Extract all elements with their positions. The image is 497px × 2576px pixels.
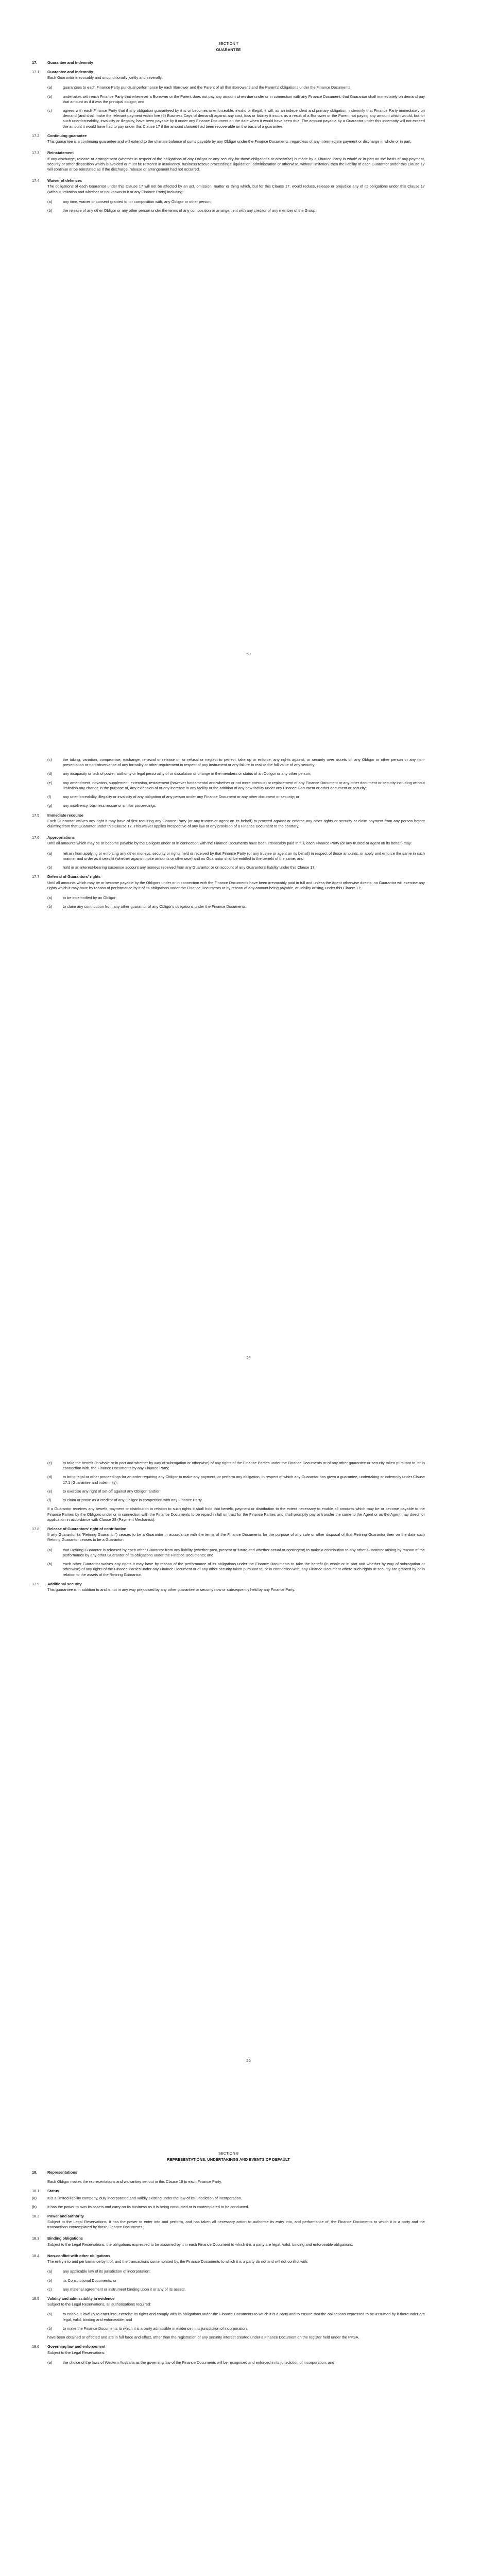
clause-heading: Continuing guarantee	[47, 133, 87, 138]
clause-17-1	[32, 70, 425, 82]
list-item	[47, 904, 425, 909]
list-item	[47, 208, 425, 213]
document-page-54	[0, 703, 497, 1406]
list-item	[47, 1548, 425, 1558]
clause-number: 17.1	[32, 69, 40, 74]
clause-18-heading	[32, 2170, 425, 2175]
clause-text: If any Guarantor (a "Retiring Guarantor") ceases to be a Guarantor in accordance with the terms of the Finance Documents for the purpose of any sale or other disposal of that Retiring Guarantor then on the date such Retiring Guarantor ceases to be a Guarantor:	[47, 1532, 425, 1543]
item-label: (a)	[47, 85, 53, 90]
list-item	[47, 108, 425, 129]
item-label: (b)	[47, 2278, 53, 2283]
item-text: to make the Finance Documents to which it is a party admissible in evidence in its jurisdiction of incorporation,	[63, 2326, 248, 2331]
list-item	[47, 85, 425, 90]
item-label: (d)	[47, 771, 53, 776]
clause-text: Subject to the Legal Reservations, all authorisations required:	[47, 2302, 151, 2307]
clause-heading: Power and authority	[47, 2213, 84, 2218]
clause-18-3	[32, 2236, 425, 2249]
item-label: (a)	[47, 851, 53, 856]
clause-heading: Reinstatement	[47, 150, 74, 156]
list-item	[47, 94, 425, 105]
item-text: any incapacity or lack of power, authority or legal personality of or dissolution or change in the members or status of an Obligor or any other person;	[63, 771, 311, 776]
clause-text: Each Guarantor waives any right it may have of first requiring any Finance Party (or any trustee or agent on its behalf) to proceed against or enforce any other rights or security or claim payment from any person before claiming from that Guarantor under this Clause 17. This waiver applies irrespective of any law or any provision of a Finance Document to the contrary.	[47, 818, 425, 828]
list-item	[47, 803, 425, 808]
item-text: any time, waiver or consent granted to, or composition with, any Obligor or other person;	[63, 199, 212, 204]
clause-text: Subject to the Legal Reservations, the obligations expressed to be assumed by it in each Finance Document to which it is a party are legal, valid, binding and enforceable obligations.	[47, 2242, 353, 2247]
item-text: to claim any contribution from any other guarantor of any Obligor's obligations under the Finance Documents;	[63, 904, 247, 909]
clause-17-2	[32, 133, 425, 146]
clause-number: 17.	[32, 60, 38, 65]
list-item	[47, 1461, 425, 1471]
item-text: to exercise any right of set-off against any Obligor; and/or	[63, 1488, 160, 1494]
item-label: (b)	[47, 208, 53, 213]
list-item	[47, 2287, 425, 2292]
list-item	[47, 2269, 425, 2274]
clause-number: 17.7	[32, 874, 40, 879]
clause-heading: Additional security	[47, 1581, 82, 1586]
clause-heading: Non-conflict with other obligations	[47, 2253, 110, 2258]
clause-number: 17.4	[32, 178, 40, 183]
clause-number: 17.9	[32, 1581, 40, 1586]
clause-number: 18.	[32, 2170, 38, 2175]
clause-text: Until all amounts which may be or become payable by the Obligors under or in connection with the Finance Documents have been irrevocably paid in full and unless the Agent otherwise directs, no Guarantor will exercise any rights which it may have by reason of performance by it of its obligations under the Finance Documents or by reason of any amount being payable, or liability arising, under this Clause 17:	[47, 880, 425, 890]
list-item	[47, 2278, 425, 2283]
clause-18-4	[32, 2253, 425, 2266]
item-label: (e)	[47, 1488, 53, 1494]
list-item	[47, 865, 425, 870]
item-text: the release of any other Obligor or any other person under the terms of any composition or arrangement with any creditor of any member of the Group;	[63, 208, 317, 213]
clause-heading: Guarantee and indemnity	[47, 69, 93, 74]
clause-17-6	[32, 835, 425, 848]
item-label: (c)	[47, 2286, 52, 2292]
clause-number: 17.5	[32, 812, 40, 818]
clause-heading: Immediate recourse	[47, 812, 83, 818]
item-label: (b)	[47, 1562, 53, 1567]
item-label: (g)	[47, 803, 53, 808]
item-text: refrain from applying or enforcing any other moneys, security or rights held or received by that Finance Party (or any trustee or agent on its behalf) in respect of those amounts, or apply and enforce the same in such manner and order as it sees fit (whether against those amounts or otherwise) and no Guarantor shall be entitled to the benefit of the same; and	[63, 851, 425, 861]
clause-17-7	[32, 874, 425, 893]
list-item	[32, 2196, 425, 2201]
item-text: the taking, variation, compromise, exchange, renewal or release of, or refusal or neglect to perfect, take up or enforce, any rights against, or security over assets of, any Obligor or other person or any non-presentation or non-observance of any formality or other requirement in respect of any instrument or any failure to realise the full value of any security;	[63, 757, 425, 768]
section-number: SECTION 8	[218, 2151, 238, 2156]
item-label: (a)	[47, 2360, 53, 2365]
item-label: (a)	[47, 895, 53, 900]
item-label: (f)	[47, 794, 51, 800]
list-item	[47, 2326, 425, 2331]
clause-17-9	[32, 1582, 425, 1595]
section-title: GUARANTEE	[216, 47, 241, 53]
clause-text: Each Obligor makes the representations and warranties set out in this Clause 18 to each Finance Party.	[47, 2179, 222, 2184]
clause-18-6	[32, 2344, 425, 2357]
clause-number: 17.2	[32, 133, 40, 138]
item-text: It is a limited liability company, duly incorporated and validly existing under the law of its jurisdiction of incorporation.	[47, 2196, 242, 2201]
item-text: undertakes with each Finance Party that whenever a Borrower or the Parent does not pay any amount when due under or in connection with any Finance Document, that Guarantor shall immediately on demand pay that amount as if it was the principal obligor; and	[63, 94, 425, 104]
item-text: any material agreement or instrument binding upon it or any of its assets.	[63, 2286, 186, 2292]
clause-heading: Representations	[47, 2170, 77, 2175]
item-label: (e)	[47, 780, 53, 785]
clause-number: 18.1	[32, 2189, 40, 2194]
clause-18-1	[32, 2189, 425, 2194]
list-item	[47, 1489, 425, 1494]
item-label: (b)	[47, 904, 53, 909]
clause-18-5	[32, 2296, 425, 2309]
clause-text: The obligations of each Guarantor under this Clause 17 will not be affected by an act, omission, matter or thing which, but for this Clause 17, would reduce, release or prejudice any of its obligations under this Clause 17 (without limitation and whether or not known to it or any Finance Party) including:	[47, 184, 425, 194]
item-text: the choice of the laws of Western Australia as the governing law of the Finance Documents will be recognised and enforced in its jurisdiction of incorporation; and	[63, 2360, 334, 2365]
section-number: SECTION 7	[218, 41, 238, 46]
clause-17-8	[32, 1527, 425, 1545]
item-label: (a)	[47, 2269, 53, 2274]
clause-number: 17.8	[32, 1526, 40, 1531]
list-item	[47, 1498, 425, 1503]
clause-number: 17.3	[32, 150, 40, 156]
clause-text: This guarantee is a continuing guarantee and will extend to the ultimate balance of sums payable by any Obligor under the Finance Documents, regardless of any intermediate payment or discharge in whole or in part.	[47, 139, 412, 144]
page-number: 54	[246, 1354, 251, 1360]
item-text: that Retiring Guarantor is released by each other Guarantor from any liability (whether past, present or future and whether actual or contingent) to make a contribution to any other Guarantor arising by reason of the performance by any other Guarantor of its obligations under the Finance Documents; and	[63, 1547, 425, 1557]
clause-text: If any discharge, release or arrangement (whether in respect of the obligations of any Obligor or any security for those obligations or otherwise) is made by a Finance Party in whole or in part on the basis of any payment, security or other disposition which is avoided or must be restored in insolvency, business rescue proceedings, liquidation, administration or otherwise, without limitation, then the liability of each Guarantor under this Clause 17 will continue or be reinstated as if the discharge, release or arrangement had not occurred.	[47, 156, 425, 172]
clause-intro: Each Guarantor irrevocably and unconditionally jointly and severally:	[47, 75, 163, 80]
item-label: (a)	[32, 2196, 37, 2201]
item-label: (d)	[47, 1475, 53, 1480]
item-label: (f)	[47, 1498, 51, 1503]
clause-heading: Deferral of Guarantors' rights	[47, 874, 101, 879]
item-label: (a)	[47, 2312, 53, 2317]
item-text: any unenforceability, illegality or invalidity of any obligation of any person under any Finance Document or any other document or security; or	[63, 794, 300, 800]
item-text: to be indemnified by an Obligor;	[63, 895, 117, 900]
list-item	[47, 2312, 425, 2322]
item-text: any insolvency, business rescue or similar proceedings.	[63, 803, 157, 808]
document-page-55	[0, 1406, 497, 2110]
clause-text: The entry into and performance by it of, and the transactions contemplated by, the Finance Documents to which it is a party do not and will not conflict with:	[47, 2259, 309, 2264]
clause-number: 18.6	[32, 2344, 40, 2349]
clause-number: 18.3	[32, 2236, 40, 2241]
list-item	[47, 895, 425, 901]
item-text: to claim or prove as a creditor of any Obligor in competition with any Finance Party.	[63, 1498, 203, 1503]
list-item	[47, 794, 425, 800]
list-item	[47, 757, 425, 768]
clause-number: 18.4	[32, 2253, 40, 2258]
list-item	[47, 781, 425, 791]
item-text: agrees with each Finance Party that if any obligation guaranteed by it is or becomes unenforceable, invalid or illegal, it will, as an independent and primary obligation, indemnify that Finance Party immediately on demand (and shall make the relevant payment within five (5) Business Days of demand) against any cost, loss or liability it incurs as a result of a Borrower or the Parent not paying any amount which would, but for such unenforceability, invalidity or illegality, have been payable by it under any Finance Document on the date when it would have been due. The amount payable by a Guarantor under this indemnity will not exceed the amount it would have had to pay under this Clause 17 if the amount claimed had been recoverable on the basis of a guarantee.	[63, 108, 425, 129]
item-text: each other Guarantor waives any rights it may have by reason of the performance of its obligations under the Finance Documents to take the benefit (in whole or in part and whether by way of subrogation or otherwise) of any rights of the Finance Parties under any Finance Document or of any other security taken pursuant to, or in connection with, any Finance Document where such rights or security are granted by or in relation to the assets of the Retiring Guarantor.	[63, 1562, 425, 1577]
clause-heading: Validity and admissibility in evidence	[47, 2296, 115, 2301]
clause-number: 18.2	[32, 2213, 40, 2218]
item-text: hold in an interest-bearing suspense account any moneys received from any Guarantor or on account of any Guarantor's liability under this Clause 17.	[63, 865, 316, 870]
clause-18-2	[32, 2214, 425, 2232]
page-number: 53	[246, 651, 251, 656]
list-item	[47, 771, 425, 776]
item-label: (c)	[47, 108, 52, 113]
clause-number: 18.5	[32, 2296, 40, 2301]
page-number: 55	[246, 2058, 251, 2063]
list-item	[47, 1475, 425, 1485]
item-label: (a)	[47, 199, 53, 204]
clause-text: Subject to the Legal Reservations:	[47, 2350, 106, 2355]
item-text: to take the benefit (in whole or in part and whether by way of subrogation or otherwise) of any rights of the Finance Parties under the Finance Documents or of any other guarantee or security taken pursuant to, or in connection with, the Finance Documents by any Finance Party;	[63, 1461, 425, 1471]
section-heading	[32, 41, 425, 53]
item-label: (b)	[47, 94, 53, 99]
list-item	[47, 199, 425, 205]
item-text: to enable it lawfully to enter into, exercise its rights and comply with its obligations under the Finance Documents to which it is a party and to ensure that the obligations expressed to be assumed by it thereunder are legal, valid, binding and enforceable; and	[63, 2312, 425, 2322]
item-label: (c)	[47, 1461, 52, 1465]
item-text: its Constitutional Documents; or	[63, 2278, 117, 2283]
document-page-53	[0, 0, 497, 703]
clause-text: If a Guarantor receives any benefit, payment or distribution in relation to such rights it shall hold that benefit, payment or distribution to the extent necessary to enable all amounts which may be or become payable to the Finance Parties by the Obligors under or in connection with the Finance Documents to be repaid in full on trust for the Finance Parties and shall promptly pay or transfer the same to the Agent or as the Agent may direct for application in accordance with Clause 28 (Payment Mechanics).	[47, 1506, 425, 1522]
item-text: any applicable law of its jurisdiction of incorporation;	[63, 2269, 151, 2274]
clause-text: have been obtained or effected and are in full force and effect, other than the registration of any security interest created under a Finance Document on the register held under the PPSA.	[47, 2335, 359, 2340]
clause-heading: Status	[47, 2189, 59, 2194]
clause-heading: Release of Guarantors' right of contribution	[47, 1526, 127, 1531]
clause-17-4	[32, 178, 425, 197]
clause-17-heading	[32, 60, 425, 65]
list-item	[32, 2205, 425, 2210]
list-item	[47, 2360, 425, 2365]
clause-text: Subject to the Legal Reservations, it has the power to enter into and perform, and has taken all necessary action to authorise its entry into, and performance of, the Finance Documents to which it is a party and the transactions contemplated by those Finance Documents.	[47, 2219, 425, 2230]
clause-heading: Binding obligations	[47, 2236, 83, 2241]
item-text: any amendment, novation, supplement, extension, restatement (however fundamental and whether or not more onerous) or replacement of any Finance Document or any other document or security including without limitation any change in the purpose of, any extension of or any increase in any facility or the addition of any new facility under any Finance Document or other document or security;	[63, 780, 425, 790]
clause-17-3	[32, 150, 425, 174]
clause-text: Until all amounts which may be or become payable by the Obligors under or in connection with the Finance Documents have been irrevocably paid in full, each Finance Party (or any trustee or agent on its behalf) may:	[47, 841, 412, 846]
item-label: (b)	[47, 865, 53, 870]
item-text: to bring legal or other proceedings for an order requiring any Obligor to make any payment, or perform any obligation, in respect of which any Guarantor has given a guarantee, undertaking or indemnity under Clause 17.1 (Guarantee and indemnity);	[63, 1475, 425, 1485]
clause-number: 17.6	[32, 835, 40, 840]
list-item	[47, 851, 425, 861]
clause-text: This guarantee is in addition to and is not in any way prejudiced by any other guarantee or security now or subsequently held by any Finance Party.	[47, 1587, 295, 1592]
list-item	[47, 1562, 425, 1578]
section-heading	[32, 2151, 425, 2163]
document-page-56	[0, 2110, 497, 2576]
clause-heading: Guarantee and Indemnity	[47, 60, 93, 65]
item-text: It has the power to own its assets and carry on its business as it is being conducted or is contemplated to be conducted.	[47, 2204, 249, 2209]
item-label: (a)	[47, 1547, 53, 1552]
item-label: (b)	[32, 2204, 37, 2209]
clause-17-5	[32, 813, 425, 832]
clause-heading: Governing law and enforcement	[47, 2344, 106, 2349]
item-text: guarantees to each Finance Party punctual performance by each Borrower and the Parent of all that Borrower's and the Parent's obligations under the Finance Documents;	[63, 85, 352, 90]
clause-heading: Appropriations	[47, 835, 75, 840]
item-label: (b)	[47, 2326, 53, 2331]
clause-heading: Waiver of defences	[47, 178, 82, 183]
section-title: REPRESENTATIONS, UNDERTAKINGS AND EVENTS OF DEFAULT	[167, 2157, 290, 2162]
item-label: (c)	[47, 757, 52, 762]
